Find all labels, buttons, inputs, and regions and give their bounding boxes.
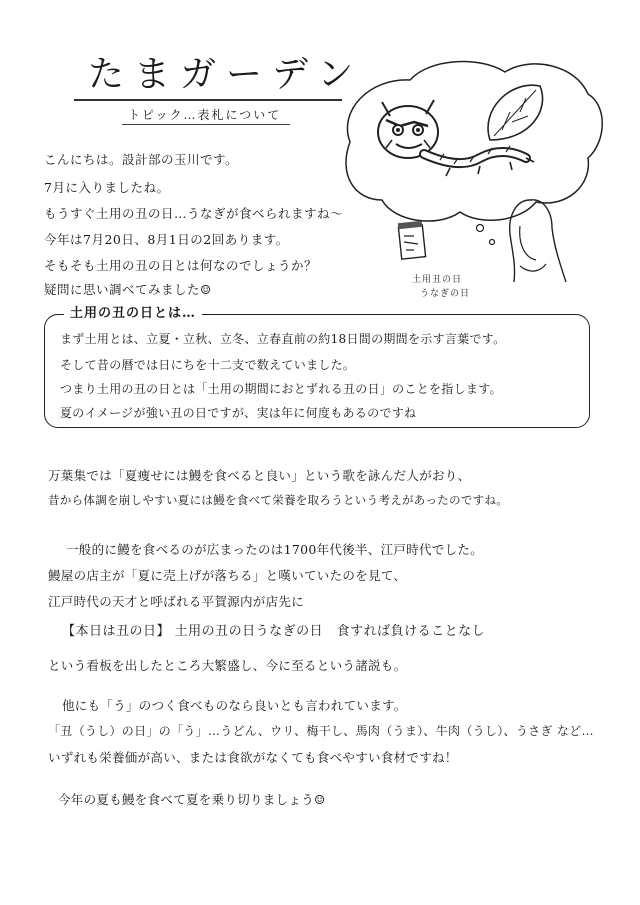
title-underline [74,99,342,101]
page-title: たまガーデン [88,54,364,95]
intro-line: もうすぐ土用の丑の日…うなぎが食べられますね〜 [44,206,344,221]
body-line: という看板を出したところ大繁盛し、今に至るという諸説も。 [48,658,407,673]
woman-icon [510,200,566,282]
illustration-caption: 土用丑の日 [412,275,463,285]
box-line: まず土用とは、立夏・立秋、立冬、立春直前の約18日間の期間を示す言葉です。 [60,332,506,346]
intro-line: そもそも土用の丑の日とは何なのでしょうか？ [44,258,318,273]
body-line: 江戸時代の天才と呼ばれる平賀源内が店先に [48,594,305,609]
body-line: 一般的に鰻を食べるのが広まったのは1700年代後半、江戸時代でした。 [66,542,484,557]
signboard-text: 【本日は丑の日】 土用の丑の日うなぎの日 食すれば負けることなし [62,624,486,639]
body-line: いずれも栄養価が高い、または食欲がなくても食べやすい食材ですね！ [48,750,458,765]
intro-line: 疑問に思い調べてみました☺ [44,282,212,297]
intro-line: 7月に入りましたね。 [44,180,170,195]
eel-illustration [330,50,610,310]
intro-line: 今年は7月20日、8月1日の2回あります。 [44,232,289,247]
intro-line: こんにちは。設計部の玉川です。 [44,152,239,167]
box-heading: 土用の丑の日とは… [64,302,202,321]
subtitle-underline [122,124,290,125]
illustration-caption: うなぎの日 [420,289,471,299]
calendar-icon [398,221,426,259]
box-line: 夏のイメージが強い丑の日ですが、実は年に何度もあるのですね [60,406,417,420]
body-line: 万葉集では「夏痩せには鰻を食べると良い」という歌を詠んだ人がおり、 [48,468,471,483]
box-line: つまり土用の丑の日とは「土用の期間におとずれる丑の日」のことを指します。 [60,382,502,396]
body-line: 他にも「う」のつく食べものなら良いとも言われています。 [62,698,407,713]
closing-line: 今年の夏も鰻を食べて夏を乗り切りましょう☺ [58,792,326,807]
box-line: そして昔の暦では日にちを十二支で数えていました。 [60,358,356,372]
eel-icon [378,85,543,176]
body-line: 「丑（うし）の日」の「う」…うどん、ウリ、梅干し、馬肉（うま）、牛肉（うし）、うさぎ など… [48,724,594,738]
topic-subtitle: トピック…表札について [128,108,282,122]
body-line: 昔から体調を崩しやすい夏には鰻を食べて栄養を取ろうという考えがあったのですね。 [48,493,509,507]
body-line: 鰻屋の店主が「夏に売上げが落ちる」と嘆いていたのを見て、 [48,568,407,583]
